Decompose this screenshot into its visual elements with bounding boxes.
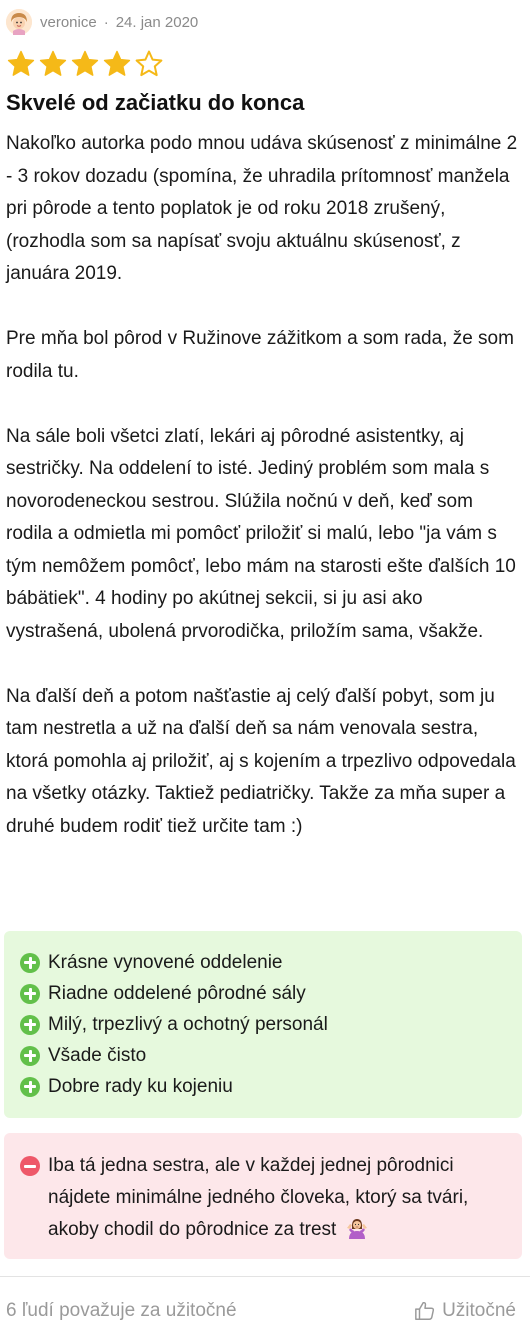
review-date: 24. jan 2020 [115,13,199,31]
plus-circle-icon [20,984,40,1004]
review-paragraph: Pre mňa bol pôrod v Ružinove zážitkom a som rada, že som rodila tu. [6,328,514,382]
pros-item [20,1009,508,1040]
cons-item-content [48,1150,508,1246]
pros-item-text: Všade čisto [48,1044,147,1066]
helpful-button[interactable] [414,1300,516,1322]
plus-circle-icon [20,1046,40,1066]
plus-circle-icon [20,1015,40,1035]
star-filled-icon [6,49,36,79]
cons-item [20,1150,508,1246]
pros-item [20,947,508,978]
review-paragraph: Na ďalší deň a potom našťastie aj celý ďalší pobyt, som ju tam nestretla a už na ďalší deň sa nám venovala sestra, ktorá pomohla aj priložiť, aj s kojením a trpezlivo odpovedala na všetky otázky. Taktiež pediatričky. Takže za mňa super a druhé budem rodiť tiež určite tam :) [6,685,516,837]
review-body [6,128,518,876]
star-rating [6,49,164,79]
plus-circle-icon [20,1077,40,1097]
plus-circle-icon [20,953,40,973]
star-filled-icon [70,49,100,79]
review-footer [6,1300,516,1322]
minus-circle-icon [20,1156,40,1176]
pros-item [20,1071,508,1102]
star-filled-icon [38,49,68,79]
star-empty-icon [134,49,164,79]
helpful-button-label: Užitočné [442,1300,516,1321]
review-meta [6,8,198,36]
review-title: Skvelé od začiatku do konca [6,90,305,115]
pros-item [20,1040,508,1071]
cons-item-text: Iba tá jedna sestra, ale v každej jednej pôrodnici nájdete minimálne jedného človeka, ktorý sa tvári, akoby chodil do pôrodnice za trest [48,1155,469,1240]
review-paragraph: Na sále boli všetci zlatí, lekári aj pôrodné asistentky, aj sestričky. Na oddelení to isté. Jediný problém som mala s novorodeneckou sestrou. Slúžila nočnú v deň, keď som rodila a odmietla mi pomôcť priložiť si malú, lebo "ja vám s tým nemôžem pomôcť, lebo mám na starosti ešte ďalších 10 bábätiek". 4 hodiny po akútnej sekcii, si ju asi ako vystrašená, ubolená prvorodička, priložím sama, všakže. [6,425,516,642]
star-filled-icon [102,49,132,79]
pros-item-text: Dobre rady ku kojeniu [48,1075,233,1097]
helpful-count: 6 ľudí považuje za užitočné [6,1300,237,1321]
pros-item-text: Riadne oddelené pôrodné sály [48,982,306,1004]
pros-item [20,978,508,1009]
footer-divider [0,1276,530,1277]
cons-box [4,1133,522,1259]
meta-separator: · [103,13,109,31]
author-name[interactable]: veronice [40,13,97,31]
pros-box [4,931,522,1118]
person-shrugging-emoji-icon [346,1217,368,1239]
avatar[interactable] [6,9,32,35]
pros-item-text: Milý, trpezlivý a ochotný personál [48,1013,328,1035]
thumbs-up-icon [414,1300,436,1322]
pros-item-text: Krásne vynovené oddelenie [48,951,283,973]
review-paragraph: Nakoľko autorka podo mnou udáva skúsenosť z minimálne 2 - 3 rokov dozadu (spomína, že uhradila prítomnosť manžela pri pôrode a tento poplatok je od roku 2018 zrušený, (rozhodla som sa napísať svoju aktuálnu skúsenosť, z januára 2019. [6,133,518,284]
